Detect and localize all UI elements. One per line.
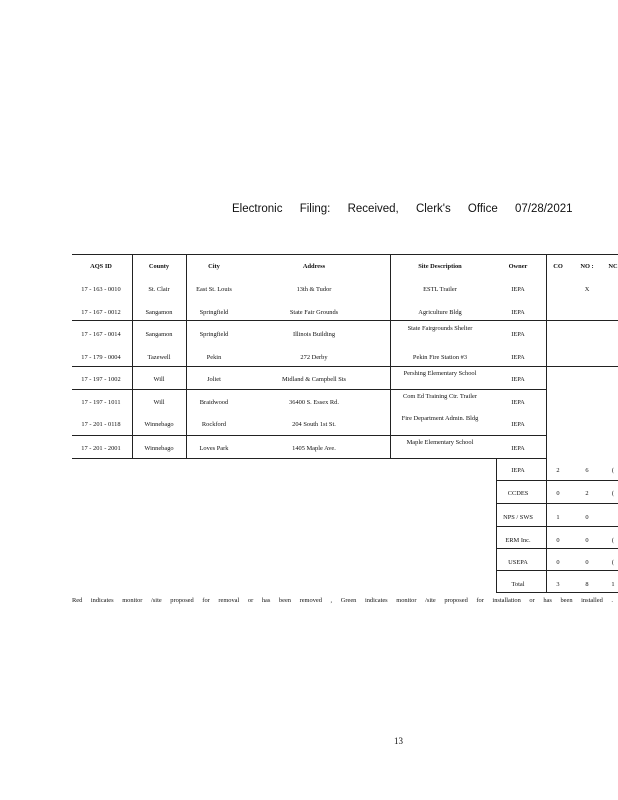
summary-co: 1 <box>556 514 560 521</box>
table-cell: IEPA <box>511 445 525 452</box>
column-divider <box>546 254 547 592</box>
table-cell: Pekin <box>206 354 222 361</box>
summary-rule <box>496 548 618 549</box>
column-header: Address <box>302 263 326 270</box>
table-cell: 17 - 197 - 1002 <box>81 376 121 383</box>
column-divider <box>132 254 133 458</box>
table-cell: Rockford <box>201 421 227 428</box>
table-cell: IEPA <box>511 354 525 361</box>
color-legend-note: Red indicates monitor /site proposed for removal or has been removed , Green indicates monitor /site proposed for installation or has been installed . <box>72 597 613 604</box>
summary-nc: ( <box>611 490 615 497</box>
column-header: AQS ID <box>90 263 112 270</box>
summary-rule <box>496 503 618 504</box>
table-cell: X <box>584 286 590 293</box>
table-cell: 17 - 163 - 0010 <box>81 286 121 293</box>
row-group-rule <box>546 366 618 367</box>
table-bottom-rule <box>72 458 546 459</box>
filing-stamp-header <box>232 203 572 215</box>
summary-owner: USEPA <box>508 559 528 566</box>
summary-owner: ERM Inc. <box>505 537 531 544</box>
table-cell: Will <box>153 376 165 383</box>
table-cell: Joliet <box>207 376 221 383</box>
summary-owner: IEPA <box>511 467 525 474</box>
row-group-rule <box>546 320 618 321</box>
summary-owner: CCDES <box>507 490 529 497</box>
table-cell: Will <box>153 399 165 406</box>
summary-nc: ( <box>611 537 615 544</box>
column-divider <box>390 254 391 458</box>
header-word: 07/28/2021 <box>514 203 573 215</box>
summary-co: 0 <box>556 537 560 544</box>
header-word: Filing: <box>299 203 331 215</box>
summary-co: 0 <box>556 559 560 566</box>
summary-rule <box>496 526 618 527</box>
table-cell: Pekin Fire Station #3 <box>412 354 468 361</box>
table-cell: East St. Louis <box>196 286 232 293</box>
table-cell: 17 - 201 - 2001 <box>81 445 121 452</box>
table-cell: Pershing Elementary School <box>403 370 477 377</box>
table-cell: IEPA <box>511 376 525 383</box>
table-cell: St. Clair <box>148 286 170 293</box>
table-cell: 13th & Tudor <box>296 286 332 293</box>
column-header: County <box>148 263 170 270</box>
table-cell: ESTL Trailer <box>423 286 457 293</box>
summary-no: 0 <box>585 537 589 544</box>
page-number: 13 <box>394 736 403 746</box>
header-word: Received, <box>347 203 399 215</box>
summary-rule <box>496 570 618 571</box>
table-cell: Maple Elementary School <box>406 439 474 446</box>
table-cell: 36400 S. Essex Rd. <box>289 399 339 406</box>
header-word: Electronic <box>232 203 283 215</box>
table-cell: State Fair Grounds <box>289 309 339 316</box>
table-cell: State Fairgrounds Shelter <box>407 325 473 332</box>
table-cell: 1405 Maple Ave. <box>292 445 336 452</box>
table-cell: Midland & Campbell Sts <box>281 376 347 383</box>
summary-no: 8 <box>585 581 589 588</box>
header-word: Clerk's <box>415 203 451 215</box>
summary-rule <box>496 592 618 593</box>
table-cell: 17 - 167 - 0012 <box>81 309 121 316</box>
summary-co: 2 <box>556 467 560 474</box>
table-cell: 17 - 201 - 0118 <box>81 421 121 428</box>
table-cell: 17 - 197 - 1011 <box>81 399 121 406</box>
summary-owner: NPS / SWS <box>503 514 533 521</box>
table-cell: Fire Department Admin. Bldg <box>401 415 479 422</box>
row-group-rule <box>72 435 546 436</box>
summary-no: 2 <box>585 490 589 497</box>
summary-no: 0 <box>585 514 589 521</box>
table-cell: Sangamon <box>145 309 173 316</box>
summary-owner: Total <box>511 581 525 588</box>
table-cell: 204 South 1st St. <box>292 421 336 428</box>
table-cell: Agriculture Bldg <box>418 309 462 316</box>
table-cell: IEPA <box>511 399 525 406</box>
column-header: CO <box>553 263 563 270</box>
summary-nc: 1 <box>611 581 615 588</box>
table-cell: Illinois Building <box>292 331 336 338</box>
summary-co: 3 <box>556 581 560 588</box>
column-header: NC <box>608 263 618 270</box>
table-cell: Winnebago <box>144 421 174 428</box>
table-cell: IEPA <box>511 331 525 338</box>
summary-co: 0 <box>556 490 560 497</box>
table-cell: Tazewell <box>147 354 171 361</box>
table-cell: 272 Derby <box>300 354 328 361</box>
table-cell: 17 - 167 - 0014 <box>81 331 121 338</box>
column-divider <box>186 254 187 458</box>
summary-divider <box>496 458 497 592</box>
table-cell: Sangamon <box>145 331 173 338</box>
row-group-rule <box>72 366 546 367</box>
summary-no: 0 <box>585 559 589 566</box>
header-word: Office <box>467 203 498 215</box>
table-cell: IEPA <box>511 286 525 293</box>
column-header: Owner <box>508 263 528 270</box>
table-cell: IEPA <box>511 421 525 428</box>
summary-nc: ( <box>611 559 615 566</box>
table-cell: Braidwood <box>199 399 229 406</box>
column-header: NO : <box>580 263 594 270</box>
table-top-rule <box>72 254 618 255</box>
table-cell: Com Ed Training Ctr. Trailer <box>402 393 478 400</box>
summary-nc: ( <box>611 467 615 474</box>
column-header: Site Description <box>418 263 462 270</box>
table-cell: IEPA <box>511 309 525 316</box>
table-cell: Springfield <box>199 309 229 316</box>
column-header: City <box>208 263 220 270</box>
row-group-rule <box>72 389 546 390</box>
table-cell: 17 - 179 - 0004 <box>81 354 121 361</box>
row-group-rule <box>72 320 546 321</box>
table-cell: Winnebago <box>144 445 174 452</box>
summary-no: 6 <box>585 467 589 474</box>
table-cell: Springfield <box>199 331 229 338</box>
table-cell: Loves Park <box>199 445 229 452</box>
summary-rule <box>496 480 618 481</box>
